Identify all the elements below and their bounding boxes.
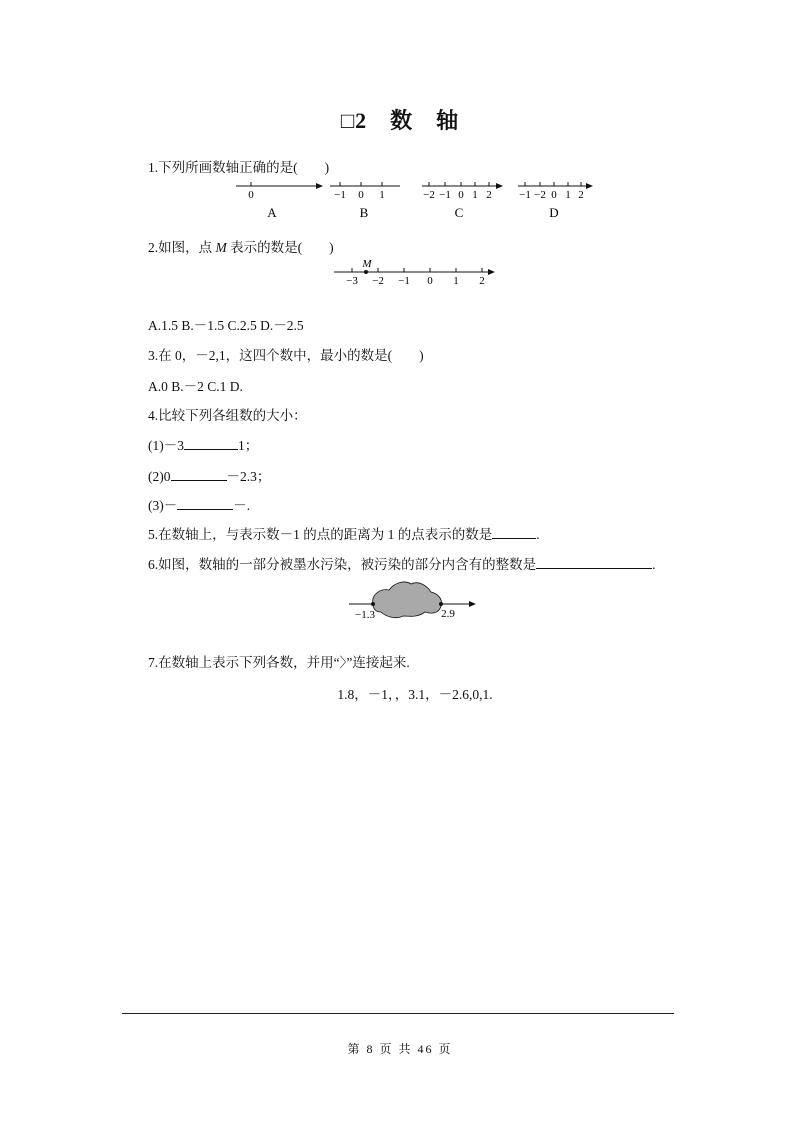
question-2-suffix: 表示的数是( ): [230, 240, 334, 255]
question-4-text: 4.比较下列各组数的大小：: [148, 408, 307, 423]
q2-tick-label: −2: [372, 275, 384, 287]
q4-p2-right: －2.3；: [226, 469, 271, 484]
q2-tick-label: −1: [398, 275, 410, 287]
question-2-prefix: 2.如图，点: [148, 240, 213, 255]
page-number: 第 8 页 共 46 页: [347, 1042, 453, 1056]
answer-blank[interactable]: [171, 468, 227, 481]
option-d-tick-label: 2: [578, 189, 584, 201]
option-c-tick-label: 1: [472, 189, 478, 201]
option-b-tick-label: −1: [334, 189, 346, 201]
question-4-part-1: [148, 434, 258, 454]
option-d-tick-label: −1: [519, 189, 531, 201]
option-c-tick-label: 0: [458, 189, 464, 201]
question-3-options: A.0 B.－2 C.1 D.: [148, 379, 243, 394]
question-6-ink-number-line: [345, 576, 485, 626]
question-3-text: 3.在 0，－2,1，这四个数中，最小的数是( ): [148, 348, 424, 363]
question-1-number-lines: [230, 176, 600, 226]
question-6-text: [148, 553, 656, 573]
q4-p1-left: (1)－3: [148, 438, 184, 453]
point-m-label: M: [362, 258, 372, 270]
q2-tick-label: 1: [453, 275, 459, 287]
option-c-tick-label: 2: [486, 189, 492, 201]
option-c-label: C: [454, 205, 464, 220]
option-c-tick-label: −2: [423, 189, 435, 201]
q6-body: 6.如图，数轴的一部分被墨水污染，被污染的部分内含有的整数是: [148, 557, 537, 572]
question-2-variable: M: [215, 240, 227, 255]
question-7-text: 7.在数轴上表示下列各数，并用“〉”连接起来.: [148, 655, 410, 670]
answer-blank[interactable]: [184, 437, 238, 450]
ink-left-label: −1.3: [355, 609, 375, 621]
question-7-numbers: 1.8，－1，，3.1，－2.6,0,1.: [337, 687, 493, 702]
option-a-label: A: [267, 205, 277, 220]
q4-p2-left: (2)0: [148, 469, 171, 484]
question-2-number-line: [330, 256, 500, 290]
answer-blank[interactable]: [177, 497, 233, 510]
option-d-tick-label: 1: [565, 189, 571, 201]
option-d-tick-label: −2: [534, 189, 546, 201]
q5-end: .: [536, 527, 540, 542]
question-4-part-2: [148, 465, 270, 485]
q4-p3-left: (3)－: [148, 498, 178, 513]
option-b-label: B: [359, 205, 369, 220]
option-d-tick-label: 0: [551, 189, 557, 201]
q5-body: 5.在数轴上，与表示数－1 的点的距离为 1 的点表示的数是: [148, 527, 493, 542]
ink-stain: [373, 582, 442, 618]
q4-p1-right: 1；: [238, 438, 259, 453]
option-c-tick-label: −1: [439, 189, 451, 201]
point-m: [364, 270, 368, 274]
ink-right-label: 2.9: [441, 608, 455, 620]
option-b-number-line: [330, 182, 400, 220]
option-a-number-line: [236, 182, 323, 220]
q2-tick-label: −3: [346, 275, 358, 287]
question-5-text: [148, 523, 540, 543]
footer-divider: [122, 1013, 674, 1014]
answer-blank[interactable]: [492, 526, 536, 539]
question-2-options: A.1.5 B.－1.5 C.2.5 D.－2.5: [148, 318, 304, 333]
option-a-tick-label: 0: [248, 189, 254, 201]
q4-p3-right: －.: [233, 498, 251, 513]
option-c-number-line: [422, 182, 503, 220]
option-d-label: D: [549, 205, 559, 220]
option-d-number-line: [518, 182, 593, 220]
question-4-part-3: [148, 494, 250, 514]
q2-tick-label: 2: [479, 275, 485, 287]
q2-tick-label: 0: [427, 275, 433, 287]
q6-end: .: [652, 557, 656, 572]
option-b-tick-label: 1: [379, 189, 385, 201]
page-title: □2 数 轴: [340, 108, 460, 133]
answer-blank[interactable]: [536, 556, 652, 569]
question-1-text: 1.下列所画数轴正确的是( ): [148, 160, 330, 175]
option-b-tick-label: 0: [358, 189, 364, 201]
question-2-text: [148, 236, 334, 256]
